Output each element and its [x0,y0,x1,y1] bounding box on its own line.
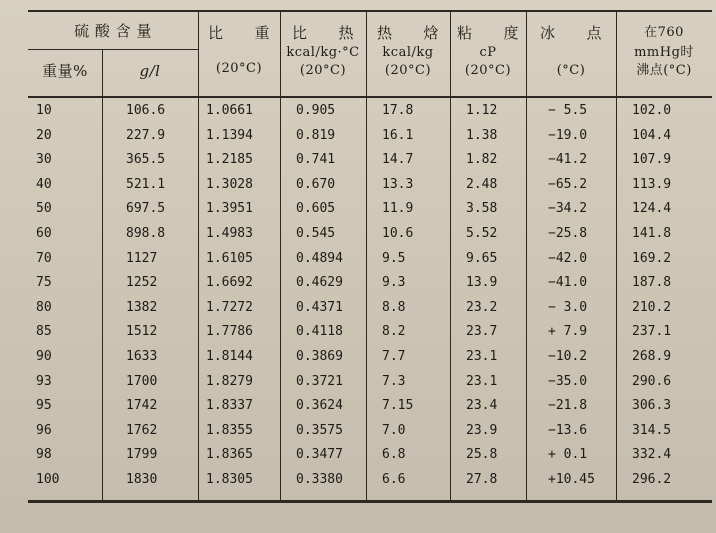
weight-pct-cell: 70 [36,250,52,266]
heat-enthalpy-cell: 17.8 [382,103,414,118]
boiling-point-cell: 268.9 [632,349,672,364]
viscosity-cell: 1.12 [466,103,498,118]
header-heat-enthalpy: 热 焓 [376,24,439,42]
table-row [28,323,712,345]
weight-pct-cell: 98 [36,447,52,463]
g-per-l-cell: 1633 [126,349,158,364]
heat-enthalpy-cell: 13.3 [382,176,414,192]
heat-enthalpy-cell: 6.8 [382,447,406,463]
specific-gravity-cell: 1.2185 [206,152,253,168]
table-row [28,127,712,149]
freezing-point-cell: − 3.0 [548,299,588,315]
freezing-point-cell: −34.2 [548,201,588,217]
g-per-l-cell: 521.1 [126,176,166,192]
specific-gravity-cell: 1.8337 [206,398,253,414]
viscosity-cell: 23.9 [466,422,498,438]
header-rule [28,96,712,98]
boiling-point-cell: 169.2 [632,250,672,266]
weight-pct-cell: 85 [36,324,52,340]
header-viscosity: 粘 度 [456,24,519,42]
freezing-point-cell: −65.2 [548,176,588,192]
heat-enthalpy-cell: 10.6 [382,226,414,241]
freezing-point-cell: −21.8 [548,398,588,414]
specific-heat-cell: 0.3575 [296,422,343,438]
g-per-l-cell: 697.5 [126,201,166,217]
specific-heat-cell: 0.4371 [296,299,343,315]
weight-pct-cell: 60 [36,226,52,241]
weight-pct-cell: 40 [36,176,52,192]
table-row [28,422,712,444]
freezing-point-cell: − 5.5 [548,103,588,118]
g-per-l-cell: 1382 [126,299,158,315]
viscosity-cell: 23.1 [466,373,498,389]
header-specific-heat-unit1: kcal/kg·°C [286,45,360,60]
freezing-point-cell: −41.0 [548,275,588,291]
table-row [28,225,712,247]
viscosity-cell: 3.58 [466,201,498,217]
boiling-point-cell: 124.4 [632,201,672,217]
viscosity-cell: 25.8 [466,447,498,463]
viscosity-cell: 9.65 [466,250,498,266]
specific-heat-cell: 0.545 [296,226,336,241]
header-specific-gravity-unit: (20°C) [215,61,263,76]
boiling-point-cell: 237.1 [632,324,672,340]
weight-pct-cell: 75 [36,275,52,291]
weight-pct-cell: 90 [36,349,52,364]
header-heat-enthalpy-unit2: (20°C) [384,63,432,78]
heat-enthalpy-cell: 14.7 [382,152,414,168]
boiling-point-cell: 306.3 [632,398,672,414]
specific-gravity-cell: 1.6105 [206,250,253,266]
table-row [28,102,712,124]
g-per-l-cell: 227.9 [126,127,166,143]
specific-gravity-cell: 1.0661 [206,103,253,118]
heat-enthalpy-cell: 7.0 [382,422,406,438]
freezing-point-cell: −10.2 [548,349,588,364]
table-row [28,471,712,493]
header-specific-heat: 比 热 [291,24,354,42]
viscosity-cell: 13.9 [466,275,498,291]
boiling-point-cell: 210.2 [632,299,672,315]
viscosity-cell: 27.8 [466,472,498,487]
table-row [28,373,712,395]
table-row [28,348,712,370]
header-viscosity-unit1: cP [479,45,497,60]
specific-gravity-cell: 1.7786 [206,324,253,340]
heat-enthalpy-cell: 16.1 [382,127,414,143]
viscosity-cell: 1.82 [466,152,498,168]
heat-enthalpy-cell: 8.8 [382,299,406,315]
header-weight-pct: 重量% [42,62,88,80]
specific-heat-cell: 0.670 [296,176,336,192]
specific-heat-cell: 0.3624 [296,398,343,414]
table-row [28,176,712,198]
specific-gravity-cell: 1.1394 [206,127,253,143]
heat-enthalpy-cell: 9.5 [382,250,406,266]
specific-gravity-cell: 1.7272 [206,299,253,315]
g-per-l-cell: 365.5 [126,152,166,168]
heat-enthalpy-cell: 7.15 [382,398,414,414]
header-g-per-l: g/l [139,62,161,80]
freezing-point-cell: −35.0 [548,373,588,389]
heat-enthalpy-cell: 9.3 [382,275,406,291]
bottom-rule [28,500,712,503]
header-boiling-point-line3: 沸点(°C) [636,63,692,78]
boiling-point-cell: 314.5 [632,422,672,438]
specific-heat-cell: 0.3477 [296,447,343,463]
specific-heat-cell: 0.3869 [296,349,343,364]
table-row [28,151,712,173]
specific-heat-cell: 0.3380 [296,472,343,487]
subheader-rule [28,49,198,50]
specific-heat-cell: 0.741 [296,152,336,168]
g-per-l-cell: 898.8 [126,226,166,241]
header-viscosity-unit2: (20°C) [464,63,512,78]
specific-gravity-cell: 1.3028 [206,176,253,192]
boiling-point-cell: 332.4 [632,447,672,463]
table-row [28,250,712,272]
weight-pct-cell: 30 [36,152,52,168]
heat-enthalpy-cell: 6.6 [382,472,406,487]
sulfuric-acid-properties-table [28,10,712,510]
viscosity-cell: 23.7 [466,324,498,340]
g-per-l-cell: 1700 [126,373,158,389]
freezing-point-cell: −13.6 [548,422,588,438]
g-per-l-cell: 1830 [126,472,158,487]
header-freezing-point-unit: (°C) [556,63,586,78]
viscosity-cell: 23.2 [466,299,498,315]
g-per-l-cell: 1799 [126,447,158,463]
g-per-l-cell: 1512 [126,324,158,340]
boiling-point-cell: 107.9 [632,152,672,168]
specific-gravity-cell: 1.8355 [206,422,253,438]
weight-pct-cell: 80 [36,299,52,315]
g-per-l-cell: 1742 [126,398,158,414]
g-per-l-cell: 106.6 [126,103,166,118]
header-specific-heat-unit2: (20°C) [299,63,347,78]
heat-enthalpy-cell: 7.3 [382,373,406,389]
freezing-point-cell: + 0.1 [548,447,588,463]
table-row [28,397,712,419]
specific-heat-cell: 0.819 [296,127,336,143]
specific-gravity-cell: 1.6692 [206,275,253,291]
weight-pct-cell: 95 [36,398,52,414]
weight-pct-cell: 100 [36,472,60,487]
specific-heat-cell: 0.905 [296,103,336,118]
boiling-point-cell: 290.6 [632,373,672,389]
specific-gravity-cell: 1.8305 [206,472,253,487]
specific-heat-cell: 0.4629 [296,275,343,291]
specific-heat-cell: 0.4894 [296,250,343,266]
boiling-point-cell: 113.9 [632,176,672,192]
weight-pct-cell: 20 [36,127,52,143]
heat-enthalpy-cell: 11.9 [382,201,414,217]
header-specific-gravity: 比 重 [207,24,270,42]
weight-pct-cell: 50 [36,201,52,217]
freezing-point-cell: +10.45 [548,472,595,487]
boiling-point-cell: 104.4 [632,127,672,143]
specific-gravity-cell: 1.8365 [206,447,253,463]
viscosity-cell: 5.52 [466,226,498,241]
specific-heat-cell: 0.4118 [296,324,343,340]
table-row [28,446,712,468]
viscosity-cell: 23.4 [466,398,498,414]
header-sulfuric-content: 硫 酸 含 量 [74,22,152,40]
freezing-point-cell: −41.2 [548,152,588,168]
viscosity-cell: 2.48 [466,176,498,192]
table-row [28,200,712,222]
header-boiling-point-line2: mmHg时 [634,45,694,60]
boiling-point-cell: 141.8 [632,226,672,241]
top-rule [28,10,712,12]
g-per-l-cell: 1127 [126,250,158,266]
specific-gravity-cell: 1.8279 [206,373,253,389]
heat-enthalpy-cell: 8.2 [382,324,406,340]
header-boiling-point-line1: 在760 [644,25,684,40]
boiling-point-cell: 296.2 [632,472,672,487]
specific-heat-cell: 0.3721 [296,373,343,389]
header-freezing-point: 冰 点 [539,24,602,42]
specific-gravity-cell: 1.8144 [206,349,253,364]
specific-gravity-cell: 1.3951 [206,201,253,217]
g-per-l-cell: 1252 [126,275,158,291]
table-row [28,274,712,296]
weight-pct-cell: 93 [36,373,52,389]
specific-heat-cell: 0.605 [296,201,336,217]
freezing-point-cell: + 7.9 [548,324,588,340]
g-per-l-cell: 1762 [126,422,158,438]
viscosity-cell: 23.1 [466,349,498,364]
heat-enthalpy-cell: 7.7 [382,349,406,364]
boiling-point-cell: 187.8 [632,275,672,291]
boiling-point-cell: 102.0 [632,103,672,118]
viscosity-cell: 1.38 [466,127,498,143]
freezing-point-cell: −25.8 [548,226,588,241]
specific-gravity-cell: 1.4983 [206,226,253,241]
freezing-point-cell: −19.0 [548,127,588,143]
table-row [28,299,712,321]
freezing-point-cell: −42.0 [548,250,588,266]
weight-pct-cell: 10 [36,103,52,118]
weight-pct-cell: 96 [36,422,52,438]
header-heat-enthalpy-unit1: kcal/kg [382,45,434,60]
